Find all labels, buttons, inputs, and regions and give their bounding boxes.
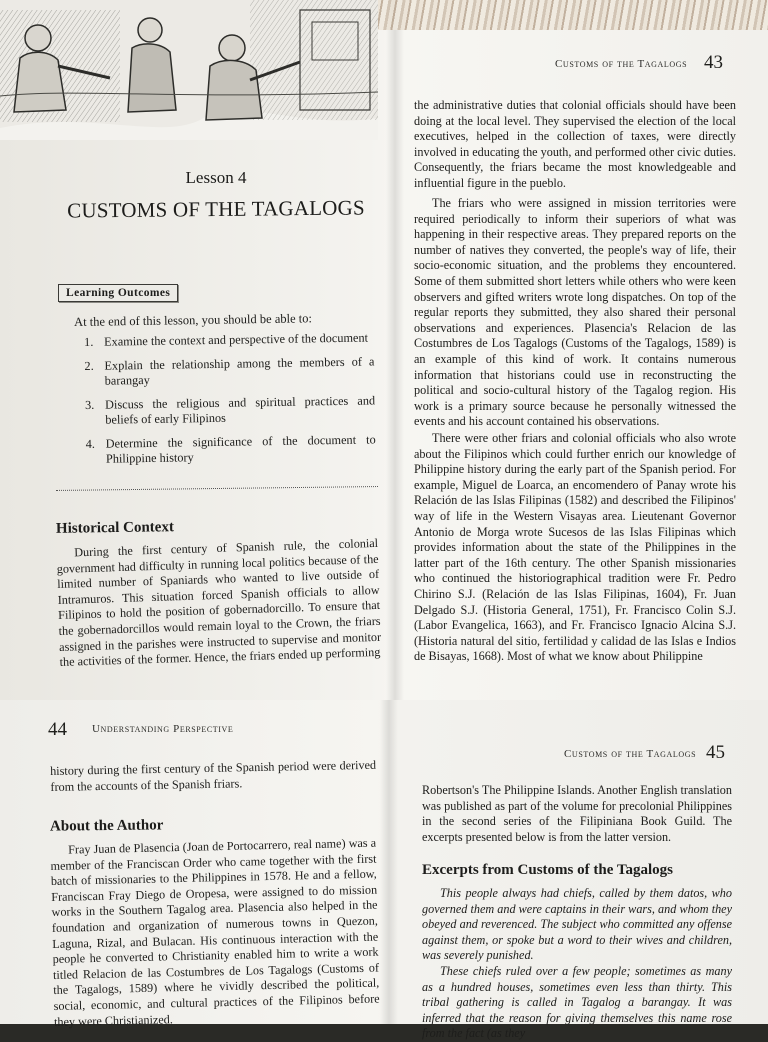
page-number-44: 44 (48, 719, 67, 740)
historical-context-heading: Historical Context (55, 519, 174, 537)
lesson-title: CUSTOMS OF THE TAGALOGS (67, 195, 365, 223)
outcome-item: 1. Examine the context and perspective of the document (84, 330, 369, 349)
page45-intro-text: Robertson's The Philippine Islands. Another English translation was published as part of the volume for precolonial Philippines in the second series of the Filipiniana Book Guild. The excerpts presented below is from the latter version. (422, 783, 732, 844)
about-author-heading: About the Author (49, 817, 164, 835)
historical-illustration (0, 0, 378, 140)
learning-outcomes-list (84, 330, 376, 475)
outcome-item: 3. Discuss the religious and spiritual practices and beliefs of early Filipinos (84, 392, 376, 427)
right-column-para-1: the administrative duties that colonial officials should have been doing at the local level. They supervised the election of the local executives, helped in the collection of taxes, were directly involved in educating the youth, and performed other civic duties. Consequently, the friars became the most knowledgeable and influential figure in the pueblo. (414, 98, 736, 190)
outcome-item: 2. Explain the relationship among the members of a barangay (84, 353, 375, 388)
running-head-p43: Customs of the Tagalogs (555, 58, 688, 70)
about-author-text: Fray Juan de Plasencia (Joan de Portocarrero, real name) was a member of the Franciscan Order who came together with the first batch of missionaries to the Philippines in 1578. He and a fellow, Franciscan Fray Diego de Oropesa, were assigned to do mission works in the Southern Tagalog area. Plasencia also helped in the foundation and organization of numerous towns in Quezon, Laguna, Rizal, and Bulacan. His continuous interaction with the people he converted to Christianity enabled him to write a work titled Relacion de las Costumbres de Los Tagalogs (Customs of the Tagalogs, 1589) where he vividly described the political, social, economic, and cultural practices of the Filipinos before they were Christianized. (50, 835, 380, 1029)
gutter-shadow (386, 0, 404, 700)
page-number-45: 45 (706, 742, 725, 763)
continuation-text: history during the first century of the Spanish period were derived from the accounts of the Spanish friars. (50, 757, 377, 794)
outcome-item: 4. Determine the significance of the document to Philippine history (85, 431, 376, 466)
background-strip (360, 0, 768, 30)
running-head-p45: Customs of the Tagalogs (564, 748, 697, 760)
page-number-43: 43 (704, 52, 723, 73)
gutter-shadow (380, 700, 398, 1024)
right-column-para-2: The friars who were assigned in mission territories were required periodically to inform their superiors of what was happening in their respective areas. They prepared reports on the number of natives they converted, the people's way of life, their socio-economic situation, and the problems they encountered. Some of them submitted short letters while others who were keen observers and gifted writers wrote long dispatches. On top of the regular reports they submitted, they also shared their personal observations and experiences. Plasencia's Relacion de las Costumbres de Los Tagalogs (Customs of the Tagalogs, 1589) is an example of this kind of work. It contains numerous information that historians could use in reconstructing the political and socio-cultural history of the Tagalog region. His work is a primary source because he personally witnessed the events and his account contained his observations. (414, 196, 736, 429)
outcomes-intro: At the end of this lesson, you should be able to: (74, 311, 313, 329)
lesson-label: Lesson 4 (185, 168, 247, 187)
historical-context-text: During the first century of Spanish rule, the colonial government had difficulty in running local politics because of the limited number of Spaniards who wanted to live outside of Intramuros. This situation forced Spanish officials to allow Filipinos to hold the position of gobernadorcillo. To ensure that the gobernadorcillos would remain loyal to the Crown, the friars assigned in the parishes were instructed to supervise and monitor the activities of the former. Hence, the friars ended up performing (56, 535, 382, 670)
learning-outcomes-heading: Learning Outcomes (58, 284, 178, 302)
excerpt-paragraph-2: These chiefs ruled over a few people; sometimes as many as a hundred houses, sometimes even less than thirty. This tribal gathering is called in Tagalog a barangay. It was inferred that the reason for giving themselves this name rose from the fact (as they (422, 964, 732, 1041)
bottom-spread (0, 700, 768, 1041)
running-head-p44: Understanding Perspective (92, 723, 234, 735)
excerpt-paragraph-1: This people always had chiefs, called by them datos, who governed them and were captains in their wars, and whom they obeyed and reverenced. The subject who committed any offense against them, or spoke but a word to their wives and children, was severely punished. (422, 886, 732, 963)
section-divider (56, 486, 378, 491)
right-column-para-3: There were other friars and colonial officials who also wrote about the Filipinos which could further enrich our knowledge of Philippine history during the early part of the Spanish period. For example, Miguel de Loarca, an encomendero of Panay wrote his Relación de las Islas Filipinas (1582) and described the Filipinos' way of life in the Western Visayas area. Lieutenant Governor Antonio de Morga wrote Sucesos de las Islas Filipinas which provides information about the state of the Philippines in the latter part of the 16th century. The other Spanish missionaries who continued the historiographical tradition were Fr. Pedro Chirino S.J. (Relación de las Islas Filipinas, 1604), Fr. Juan Delgado S.J. (Historia General, 1751), Fr. Francisco Colin S.J. (Labor Evangelica, 1663), and Fr. Francisco Ignacio Alcina S.J. (Historia natural del sitio, fertilidad y calidad de las Islas e Indios de Bisayas, 1668). Most of what we know about Philippine (414, 431, 736, 664)
excerpts-heading: Excerpts from Customs of the Tagalogs (422, 862, 673, 878)
